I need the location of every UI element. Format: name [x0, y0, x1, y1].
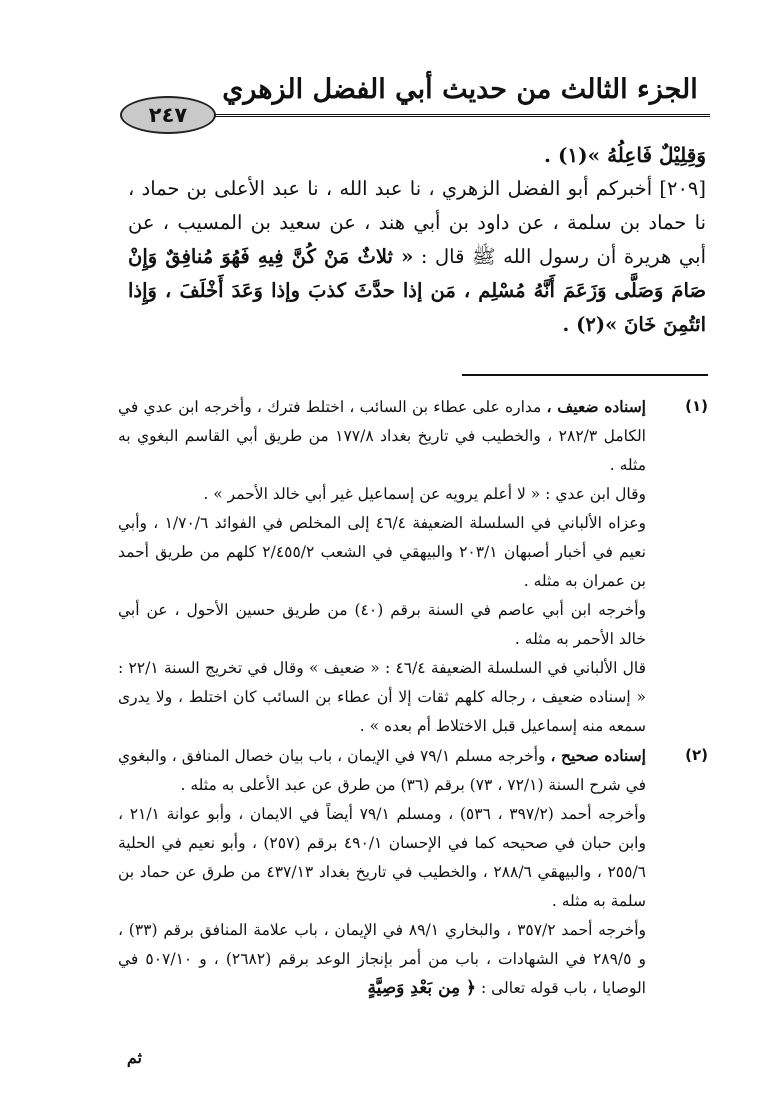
footnote-separator [462, 374, 708, 376]
footnote-number: (١) [685, 397, 708, 415]
quran-verse: ﴿ مِن بَعْدِ وَصِيَّةٍ [367, 978, 476, 998]
main-text [128, 138, 706, 342]
footnote-text [118, 392, 646, 480]
footnote-grading: إسناده صحيح ، [550, 746, 646, 765]
footnote-text [118, 916, 646, 1003]
footnote-line: وقال ابن عدي : « لا أعلم يرويه عن إسماعيل غير أبي خالد الأحمر » . [203, 485, 646, 503]
footnote-line: وأخرجه مسلم ٧٩/١ في الإيمان ، باب بيان خصال المنافق ، والبغوي في شرح السنة (٧٢/١ ، ٧٣) برقم (٣٦) من طرق عن عبد الأعلى به مثله . [118, 747, 646, 794]
page-number-badge: ٢٤٧ [120, 96, 216, 134]
footnote-text [118, 741, 646, 800]
footnote-2 [118, 741, 708, 1003]
footnotes [118, 392, 708, 1003]
footnote-line: وعزاه الألباني في السلسلة الضعيفة ٤٦/٤ إلى المخلص في الفوائد ١/٧٠/٦ ، وأبي نعيم في أخبار أصبهان ٢٠٣/١ والبيهقي في الشعب ٢/٤٥٥/٢ كلهم من طريق أحمد بن عمران به مثله . [118, 514, 646, 590]
header-title: الجزء الثالث من حديث أبي الفضل الزهري [222, 74, 698, 105]
catchword: ثم [126, 1048, 142, 1067]
hadith-isnad: [٢٠٩] أخبركم أبو الفضل الزهري ، نا عبد الله ، نا عبد الأعلى بن حماد ، نا حماد بن سلمة ، عن داود بن أبي هند ، عن سعيد بن المسيب ، عن أبي هريرة أن رسول الله ﷺ قال : [128, 177, 706, 268]
footnote-line: وأخرجه ابن أبي عاصم في السنة برقم (٤٠) من طريق حسين الأحول ، عن أبي خالد الأحمر به مثله . [118, 601, 646, 648]
hadith-matn: « ثلاثٌ مَنْ كُنَّ فِيهِ فَهُوَ مُنافِقٌ وَإِنْ صَامَ وَصَلَّى وَزَعَمَ أَنَّهُ مُسْلِم ، مَن إذا حدَّثَ كذبَ وإذا وَعَدَ أَخْلَفَ ، وَإِذا ائتُمِنَ خَانَ »(٢) . [128, 245, 706, 336]
footnote-line: قال الألباني في السلسلة الضعيفة ٤٦/٤ : « ضعيف » وقال في تخريج السنة ٢٢/١ : « إسناده ضعيف ، رجاله كلهم ثقات إلا أن عطاء بن السائب كان اختلط ، ولا يدرى سمعه منه إسماعيل قبل الاختلاط أم بعده » . [118, 659, 646, 735]
continuation-line: وَقِلِيْلٌ فَاعِلُهُ »(١) . [544, 143, 706, 167]
header-rule [190, 114, 710, 117]
running-header [120, 70, 710, 127]
footnote-grading: إسناده ضعيف ، [546, 397, 646, 416]
footnote-1 [118, 392, 708, 741]
hadith-209 [128, 172, 706, 342]
footnote-line: مداره على عطاء بن السائب ، اختلط فترك ، وأخرجه ابن عدي في الكامل ٢٨٢/٣ ، والخطيب في تاريخ بغداد ١٧٧/٨ من طريق أبي القاسم البغوي به مثله . [118, 398, 646, 474]
footnote-line: وأخرجه أحمد ٣٥٧/٢ ، والبخاري ٨٩/١ في الإيمان ، باب علامة المنافق برقم (٣٣) ، و ٢٨٩/٥ في الشهادات ، باب من أمر بإنجاز الوعد برقم (٢٦٨٢) ، و ٥٠٧/١٠ في الوصايا ، باب قوله تعالى : [118, 921, 646, 997]
footnote-line: وأخرجه أحمد (٣٩٧/٢ ، ٥٣٦) ، ومسلم ٧٩/١ أيضاً في الايمان ، وأبو عوانة ٢١/١ ، وابن حبان في صحيحه كما في الإحسان ٤٩٠/١ برقم (٢٥٧) ، وأبو نعيم في الحلية ٢٥٥/٦ ، والبيهقي ٢٨٨/٦ ، والخطيب في تاريخ بغداد ٤٣٧/١٣ من طرق عن حماد بن سلمة به مثله . [118, 805, 647, 910]
footnote-number: (٢) [685, 746, 708, 764]
